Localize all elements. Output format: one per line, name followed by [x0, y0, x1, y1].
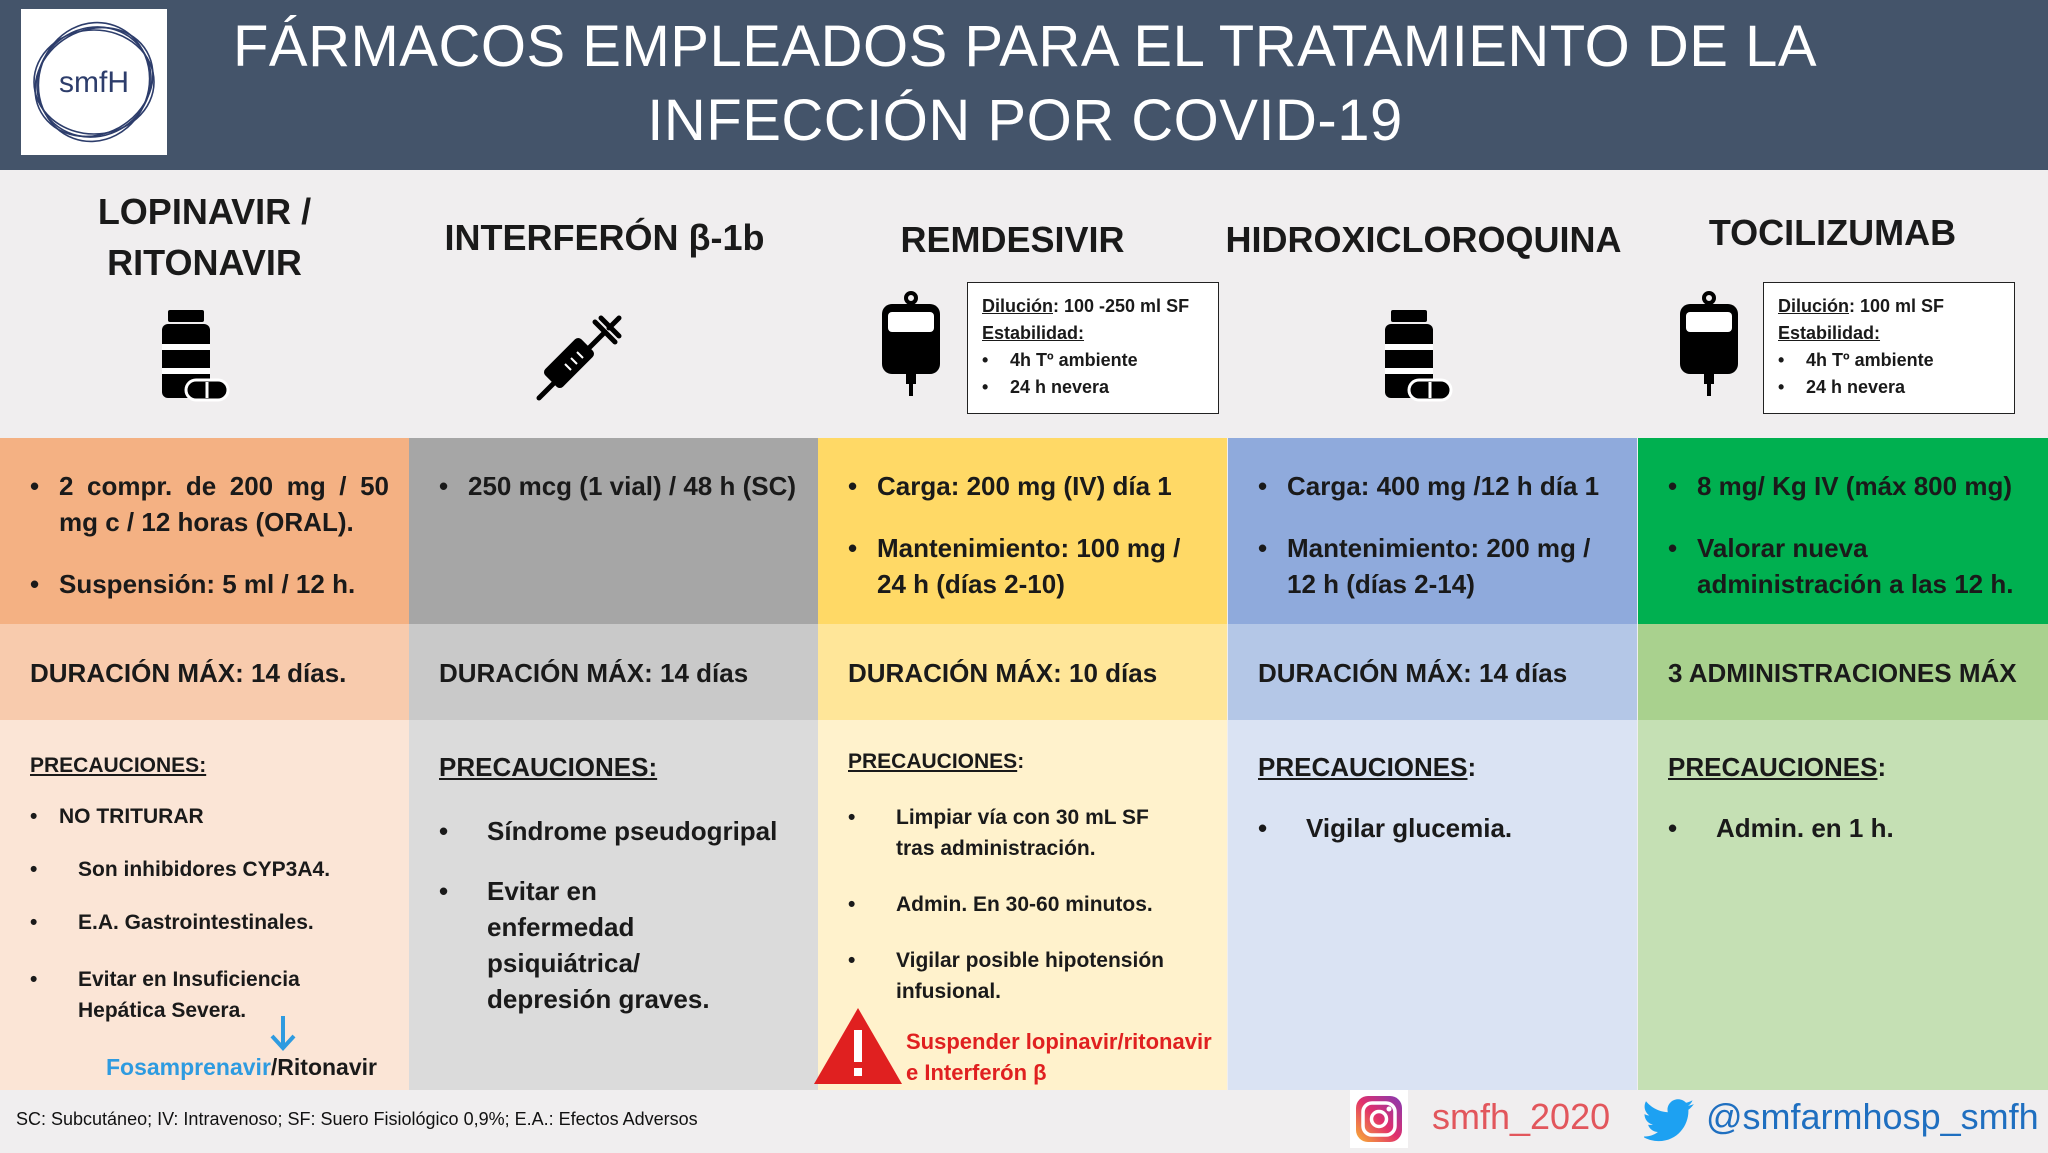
- warning-text: Suspender lopinavir/ritonavir e Interferón β: [906, 1029, 1212, 1085]
- duration-lopinavir: DURACIÓN MÁX: 14 días.: [0, 624, 409, 720]
- instagram-icon-wrap[interactable]: [1350, 1090, 1408, 1148]
- precautions-remdesivir: PRECAUCIONES: • Limpiar vía con 30 mL SF tras administración. • Admin. En 30-60 minutos. • Vigilar posible hipotensión infusional. Suspender lopinavir/ritonavir e Interferón β: [818, 720, 1227, 1090]
- drug-name-tocilizumab: TOCILIZUMAB: [1708, 212, 1957, 253]
- logo: [21, 9, 167, 155]
- precautions-lopinavir: PRECAUCIONES: • NO TRITURAR • Son inhibidores CYP3A4. • E.A. Gastrointestinales. • Evitar en Insuficiencia Hepática Severa. Fosamprenavir/Ritonavir: [0, 720, 409, 1090]
- abbreviations-note: SC: Subcutáneo; IV: Intravenoso; SF: Suero Fisiológico 0,9%; E.A.: Efectos Adversos: [16, 1109, 698, 1129]
- drug-name-interferon: INTERFERÓN β-1b: [444, 217, 765, 258]
- duration-remdesivir: DURACIÓN MÁX: 10 días: [818, 624, 1227, 720]
- iv-bag-icon: [1676, 290, 1742, 396]
- dose-hidroxicloroquina: • Carga: 400 mg /12 h día 1 • Mantenimiento: 200 mg / 12 h (días 2-14): [1228, 438, 1637, 624]
- instagram-icon[interactable]: [1350, 1090, 1408, 1148]
- twitter-icon[interactable]: [1644, 1098, 1696, 1142]
- warning-icon: [812, 1006, 904, 1086]
- drug-name-hidroxicloroquina: HIDROXICLOROQUINA: [1225, 219, 1622, 260]
- dose-interferon: • 250 mcg (1 vial) / 48 h (SC): [409, 438, 818, 624]
- duration-tocilizumab: 3 ADMINISTRACIONES MÁX: [1638, 624, 2048, 720]
- drug-name-remdesivir: REMDESIVIR: [900, 219, 1125, 260]
- twitter-handle[interactable]: @smfarmhosp_smfh: [1706, 1096, 2039, 1137]
- precautions-tocilizumab: PRECAUCIONES: • Admin. en 1 h.: [1638, 720, 2048, 1090]
- dose-lopinavir: • 2 compr. de 200 mg / 50 mg c / 12 horas (ORAL). • Suspensión: 5 ml / 12 h.: [0, 438, 409, 624]
- drug-name-lopinavir: LOPINAVIR / RITONAVIR: [97, 191, 312, 283]
- pill-bottle-icon: [1381, 308, 1453, 404]
- page-title: FÁRMACOS EMPLEADOS PARA EL TRATAMIENTO DE LA INFECCIÓN POR COVID-19: [232, 14, 1818, 153]
- duration-hidroxicloroquina: DURACIÓN MÁX: 14 días: [1228, 624, 1637, 720]
- duration-interferon: DURACIÓN MÁX: 14 días: [409, 624, 818, 720]
- syringe-icon: [535, 310, 627, 402]
- pill-bottle-icon: [158, 308, 230, 404]
- tocilizumab-dilution-box: Dilución: 100 ml SF Estabilidad: • 4h Tº ambiente • 24 h nevera: [1763, 282, 2015, 414]
- remdesivir-dilution-box: Dilución: 100 -250 ml SF Estabilidad: • 4h Tº ambiente • 24 h nevera: [967, 282, 1219, 414]
- instagram-handle[interactable]: smfh_2020: [1432, 1096, 1611, 1137]
- logo-text: smfH: [59, 66, 129, 99]
- arrow-down-icon: [268, 1014, 298, 1052]
- precautions-hidroxicloroquina: PRECAUCIONES: • Vigilar glucemia.: [1228, 720, 1637, 1090]
- header-bar: [0, 0, 2048, 170]
- alternative-drug: Fosamprenavir/Ritonavir: [106, 1054, 377, 1080]
- precautions-interferon: PRECAUCIONES: • Síndrome pseudogripal • Evitar en enfermedad psiquiátrica/ depresión graves.: [409, 720, 818, 1090]
- dose-remdesivir: • Carga: 200 mg (IV) día 1 • Mantenimiento: 100 mg / 24 h (días 2-10): [818, 438, 1227, 624]
- iv-bag-icon: [878, 290, 944, 396]
- dose-tocilizumab: • 8 mg/ Kg IV (máx 800 mg) • Valorar nueva administración a las 12 h.: [1638, 438, 2048, 624]
